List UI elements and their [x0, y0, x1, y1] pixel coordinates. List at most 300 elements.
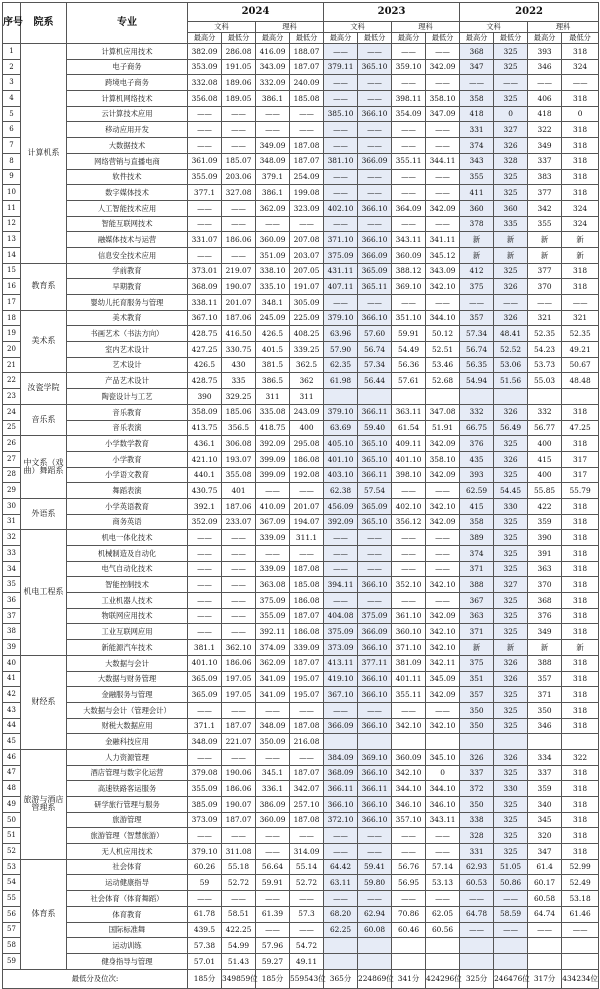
score-cell: 197.05: [222, 671, 256, 687]
score-cell: 360.09: [392, 247, 426, 263]
row-number: 26: [3, 436, 21, 452]
row-number: 30: [3, 498, 21, 514]
score-cell: 405.10: [324, 436, 358, 452]
major-name: 工业互联网应用: [67, 624, 188, 640]
row-number: 20: [3, 342, 21, 358]
score-cell: 195.07: [290, 687, 324, 703]
score-cell: 428.75: [188, 373, 222, 389]
major-name: 国际标准舞: [67, 922, 188, 938]
score-cell: 440.1: [188, 467, 222, 483]
score-cell: 337: [460, 765, 494, 781]
score-cell: 356.5: [222, 420, 256, 436]
major-name: 舞蹈表演: [67, 483, 188, 499]
header-min: 最低分: [562, 33, 599, 44]
score-cell: 55.79: [562, 483, 599, 499]
score-cell: 新: [494, 247, 528, 263]
score-cell: ——: [358, 844, 392, 860]
score-cell: 345.12: [426, 247, 460, 263]
major-name: 学前教育: [67, 263, 188, 279]
row-number: 43: [3, 702, 21, 718]
table-row: [3, 153, 599, 169]
score-cell: 340: [528, 797, 562, 813]
table-row: [3, 561, 599, 577]
score-cell: 225.09: [290, 310, 324, 326]
table-row: [3, 514, 599, 530]
score-cell: ——: [324, 44, 358, 60]
score-cell: 188.07: [290, 44, 324, 60]
score-cell: 346.10: [392, 797, 426, 813]
score-cell: 324: [562, 59, 599, 75]
score-cell: 186.06: [222, 655, 256, 671]
score-cell: 392.09: [256, 436, 290, 452]
major-name: 小学教育: [67, 451, 188, 467]
score-cell: 393: [460, 467, 494, 483]
score-cell: 413.11: [324, 655, 358, 671]
score-cell: 377.1: [188, 185, 222, 201]
score-cell: 426.5: [256, 326, 290, 342]
score-cell: 358: [460, 91, 494, 107]
score-cell: 360.09: [256, 812, 290, 828]
score-cell: 410.09: [256, 498, 290, 514]
score-cell: ——: [324, 169, 358, 185]
score-cell: 366.10: [324, 797, 358, 813]
score-cell: 318: [562, 812, 599, 828]
score-cell: ——: [324, 122, 358, 138]
score-cell: 190.07: [222, 279, 256, 295]
header-seq: 序号: [3, 3, 21, 44]
row-number: 36: [3, 593, 21, 609]
score-cell: 373.09: [324, 640, 358, 656]
table-row: [3, 59, 599, 75]
score-cell: ——: [358, 891, 392, 907]
score-cell: [324, 734, 358, 750]
score-cell: 新: [562, 640, 599, 656]
score-cell: ——: [392, 44, 426, 60]
score-cell: 342.10: [426, 279, 460, 295]
row-number: 3: [3, 75, 21, 91]
score-cell: 49.11: [290, 953, 324, 969]
table-row: [3, 546, 599, 562]
score-cell: 325: [494, 91, 528, 107]
score-cell: 318: [562, 169, 599, 185]
score-cell: 344.10: [392, 781, 426, 797]
score-cell: 55.14: [290, 859, 324, 875]
header-max: 最高分: [392, 33, 426, 44]
major-name: 早期教育: [67, 279, 188, 295]
score-cell: 52.49: [562, 875, 599, 891]
score-cell: 325: [494, 593, 528, 609]
score-cell: ——: [426, 561, 460, 577]
score-cell: 379.10: [324, 310, 358, 326]
score-cell: 358: [460, 514, 494, 530]
score-cell: ——: [290, 702, 324, 718]
row-number: 16: [3, 279, 21, 295]
score-cell: 318: [562, 44, 599, 60]
score-cell: ——: [358, 169, 392, 185]
table-row: [3, 200, 599, 216]
score-cell: 430: [222, 357, 256, 373]
score-cell: 411: [460, 185, 494, 201]
score-cell: ——: [188, 577, 222, 593]
score-cell: ——: [358, 122, 392, 138]
score-cell: ——: [290, 483, 324, 499]
score-cell: 187.08: [290, 561, 324, 577]
score-cell: 375: [460, 279, 494, 295]
score-cell: 330: [494, 781, 528, 797]
score-cell: 350: [528, 702, 562, 718]
table-row: [3, 404, 599, 420]
score-cell: 60.46: [392, 922, 426, 938]
row-number: 51: [3, 828, 21, 844]
score-cell: 373.09: [188, 812, 222, 828]
major-name: 人工智能技术应用: [67, 200, 188, 216]
footer-value: 185分: [188, 969, 222, 988]
score-cell: ——: [562, 922, 599, 938]
score-cell: ——: [392, 828, 426, 844]
score-cell: ——: [426, 828, 460, 844]
score-cell: 343: [460, 153, 494, 169]
score-cell: ——: [358, 295, 392, 311]
score-cell: 379.11: [324, 59, 358, 75]
admission-score-table: [2, 2, 599, 989]
score-cell: 338.10: [256, 263, 290, 279]
score-cell: 335: [494, 216, 528, 232]
major-name: 音乐表演: [67, 420, 188, 436]
score-cell: ——: [494, 295, 528, 311]
score-cell: 48.48: [562, 373, 599, 389]
score-cell: ——: [324, 216, 358, 232]
score-cell: 366.10: [358, 797, 392, 813]
score-cell: ——: [358, 593, 392, 609]
row-number: 39: [3, 640, 21, 656]
dept-cell: 财经系: [21, 655, 67, 749]
score-cell: ——: [358, 546, 392, 562]
row-number: 33: [3, 546, 21, 562]
score-cell: ——: [426, 44, 460, 60]
score-cell: 187.07: [222, 812, 256, 828]
score-cell: ——: [324, 91, 358, 107]
score-cell: 324: [562, 216, 599, 232]
major-name: 机械制造及自动化: [67, 546, 188, 562]
score-cell: 416.50: [222, 326, 256, 342]
score-cell: 342.09: [426, 687, 460, 703]
footer-value: 317分: [528, 969, 562, 988]
score-cell: 342.10: [426, 624, 460, 640]
score-cell: 199.08: [290, 185, 324, 201]
dept-cell: 中文系（戏曲）舞蹈系: [21, 436, 67, 499]
score-cell: 368.09: [188, 279, 222, 295]
score-cell: 342.09: [426, 59, 460, 75]
score-cell: 321: [562, 310, 599, 326]
score-cell: [494, 953, 528, 969]
score-cell: 318: [562, 593, 599, 609]
score-cell: 345.10: [426, 749, 460, 765]
score-cell: 318: [562, 546, 599, 562]
score-cell: 47.25: [562, 420, 599, 436]
score-cell: 358.09: [188, 404, 222, 420]
dept-cell: 美术系: [21, 310, 67, 373]
major-name: 云计算技术应用: [67, 106, 188, 122]
score-cell: 392.11: [256, 624, 290, 640]
score-cell: ——: [324, 546, 358, 562]
row-number: 27: [3, 451, 21, 467]
score-cell: 365.09: [188, 687, 222, 703]
score-cell: 381.09: [392, 655, 426, 671]
score-cell: 59: [188, 875, 222, 891]
header-min: 最低分: [426, 33, 460, 44]
score-cell: 331: [460, 844, 494, 860]
score-cell: 334: [528, 749, 562, 765]
score-cell: 新: [528, 232, 562, 248]
score-cell: 416.09: [256, 44, 290, 60]
score-cell: 347: [528, 844, 562, 860]
row-number: 19: [3, 326, 21, 342]
header-year-2023: 2023: [324, 3, 460, 22]
score-cell: ——: [256, 216, 290, 232]
score-cell: 331: [460, 122, 494, 138]
score-cell: ——: [324, 702, 358, 718]
score-cell: 366.09: [358, 153, 392, 169]
table-row: [3, 749, 599, 765]
score-cell: ——: [222, 200, 256, 216]
score-cell: 366.10: [358, 718, 392, 734]
score-cell: 62.35: [324, 357, 358, 373]
score-cell: 318: [562, 577, 599, 593]
score-cell: ——: [392, 75, 426, 91]
row-number: 8: [3, 153, 21, 169]
score-cell: ——: [290, 546, 324, 562]
score-cell: ——: [290, 749, 324, 765]
score-cell: 456.09: [324, 498, 358, 514]
score-cell: 59.91: [392, 326, 426, 342]
score-cell: 318: [562, 91, 599, 107]
score-cell: ——: [256, 891, 290, 907]
score-cell: 337: [528, 153, 562, 169]
score-cell: 318: [562, 828, 599, 844]
score-cell: ——: [188, 247, 222, 263]
score-cell: 193.07: [222, 451, 256, 467]
score-cell: 245.09: [256, 310, 290, 326]
score-cell: 348.09: [256, 153, 290, 169]
score-cell: 335.08: [256, 404, 290, 420]
score-cell: 355.09: [188, 169, 222, 185]
score-cell: 51.91: [426, 420, 460, 436]
score-cell: ——: [222, 749, 256, 765]
score-cell: 401: [222, 483, 256, 499]
score-cell: 54.23: [528, 342, 562, 358]
row-number: 22: [3, 373, 21, 389]
table-row: [3, 608, 599, 624]
score-cell: ——: [188, 546, 222, 562]
score-cell: 187.07: [290, 655, 324, 671]
score-cell: 新: [460, 247, 494, 263]
score-cell: 422.25: [222, 922, 256, 938]
score-cell: ——: [188, 828, 222, 844]
score-cell: 360.10: [392, 624, 426, 640]
score-cell: 322: [528, 122, 562, 138]
score-cell: 342: [528, 200, 562, 216]
score-cell: ——: [392, 593, 426, 609]
score-cell: 327: [494, 577, 528, 593]
score-cell: 318: [562, 561, 599, 577]
score-cell: ——: [188, 593, 222, 609]
score-cell: 57.96: [256, 938, 290, 954]
score-cell: 57.90: [324, 342, 358, 358]
score-cell: ——: [188, 530, 222, 546]
score-cell: 243.09: [290, 404, 324, 420]
score-cell: 360.09: [392, 749, 426, 765]
score-cell: 367.10: [188, 310, 222, 326]
header-min: 最低分: [494, 33, 528, 44]
score-cell: 347.08: [426, 404, 460, 420]
table-row: [3, 342, 599, 358]
score-cell: 318: [562, 514, 599, 530]
score-cell: [562, 938, 599, 954]
score-cell: 422: [528, 498, 562, 514]
row-number: 45: [3, 734, 21, 750]
major-name: 移动应用开发: [67, 122, 188, 138]
score-cell: 203.07: [290, 247, 324, 263]
score-cell: 318: [562, 624, 599, 640]
score-cell: ——: [188, 891, 222, 907]
score-cell: 187.08: [290, 138, 324, 154]
score-cell: 207.08: [290, 232, 324, 248]
row-number: 56: [3, 906, 21, 922]
table-row: [3, 451, 599, 467]
score-cell: 0: [426, 765, 460, 781]
score-cell: 343.09: [426, 263, 460, 279]
score-cell: 347.09: [426, 106, 460, 122]
row-number: 38: [3, 624, 21, 640]
score-cell: ——: [392, 844, 426, 860]
row-number: 1: [3, 44, 21, 60]
score-cell: ——: [358, 44, 392, 60]
score-cell: 52.72: [290, 875, 324, 891]
score-cell: 428.75: [188, 326, 222, 342]
row-number: 23: [3, 389, 21, 405]
major-name: 艺术设计: [67, 357, 188, 373]
score-cell: 新: [562, 247, 599, 263]
score-cell: 413.75: [188, 420, 222, 436]
score-cell: [562, 953, 599, 969]
score-cell: ——: [324, 138, 358, 154]
score-cell: [358, 938, 392, 954]
score-cell: 400: [528, 436, 562, 452]
score-cell: 59.80: [358, 875, 392, 891]
score-cell: 348.09: [188, 734, 222, 750]
score-cell: 187.06: [222, 498, 256, 514]
score-cell: 221.07: [222, 734, 256, 750]
score-cell: 382.09: [188, 44, 222, 60]
row-number: 17: [3, 295, 21, 311]
score-cell: 390: [188, 389, 222, 405]
score-cell: ——: [426, 891, 460, 907]
score-cell: 325: [494, 624, 528, 640]
header-wen-2023: 文科: [324, 22, 392, 33]
major-name: 计算机网络技术: [67, 91, 188, 107]
score-cell: 326: [494, 451, 528, 467]
score-cell: 355.09: [256, 608, 290, 624]
score-cell: 343.11: [392, 232, 426, 248]
dept-cell: 汝瓷学院: [21, 373, 67, 404]
score-cell: [392, 734, 426, 750]
score-cell: 372: [460, 781, 494, 797]
score-cell: 189.06: [222, 75, 256, 91]
score-cell: 365.10: [358, 436, 392, 452]
score-cell: 375: [460, 655, 494, 671]
score-cell: 62.05: [426, 906, 460, 922]
score-cell: ——: [222, 577, 256, 593]
score-cell: 359.10: [392, 59, 426, 75]
row-number: 29: [3, 483, 21, 499]
score-cell: 318: [562, 797, 599, 813]
score-cell: 318: [562, 655, 599, 671]
score-cell: [324, 938, 358, 954]
major-name: 跨境电子商务: [67, 75, 188, 91]
score-cell: ——: [188, 200, 222, 216]
score-cell: [460, 953, 494, 969]
score-cell: [528, 389, 562, 405]
score-cell: 342.09: [426, 200, 460, 216]
major-name: 美术教育: [67, 310, 188, 326]
score-cell: 391: [528, 546, 562, 562]
table-row: [3, 624, 599, 640]
score-cell: ——: [562, 75, 599, 91]
score-cell: 53.18: [562, 891, 599, 907]
score-cell: ——: [392, 138, 426, 154]
score-cell: 325: [494, 263, 528, 279]
header-max: 最高分: [528, 33, 562, 44]
major-name: 小学数学教育: [67, 436, 188, 452]
score-cell: ——: [188, 122, 222, 138]
table-row: [3, 922, 599, 938]
major-name: 物联网应用技术: [67, 608, 188, 624]
major-name: 小学语文教育: [67, 467, 188, 483]
score-cell: 52.35: [562, 326, 599, 342]
score-cell: 新: [528, 640, 562, 656]
score-cell: [358, 734, 392, 750]
score-cell: ——: [562, 295, 599, 311]
score-cell: 311.08: [222, 844, 256, 860]
table-row: [3, 765, 599, 781]
major-name: 研学旅行管理与服务: [67, 797, 188, 813]
score-cell: 431.11: [324, 263, 358, 279]
score-cell: 194.07: [290, 514, 324, 530]
score-cell: 369.10: [392, 279, 426, 295]
score-cell: 370: [528, 279, 562, 295]
score-cell: 324: [562, 200, 599, 216]
score-cell: 419.10: [324, 671, 358, 687]
row-number: 12: [3, 216, 21, 232]
major-name: 室内艺术设计: [67, 342, 188, 358]
row-number: 24: [3, 404, 21, 420]
score-cell: ——: [324, 295, 358, 311]
score-cell: 185.08: [290, 91, 324, 107]
score-cell: 362.09: [256, 200, 290, 216]
score-cell: 326: [460, 749, 494, 765]
score-cell: 363: [460, 608, 494, 624]
score-cell: ——: [358, 138, 392, 154]
score-cell: 362.5: [290, 357, 324, 373]
score-cell: 59.40: [358, 420, 392, 436]
score-cell: [426, 953, 460, 969]
score-cell: 0: [562, 106, 599, 122]
score-cell: [460, 389, 494, 405]
score-cell: 368: [528, 593, 562, 609]
score-cell: 187.07: [222, 718, 256, 734]
score-cell: 383: [528, 169, 562, 185]
score-cell: 355.09: [188, 781, 222, 797]
